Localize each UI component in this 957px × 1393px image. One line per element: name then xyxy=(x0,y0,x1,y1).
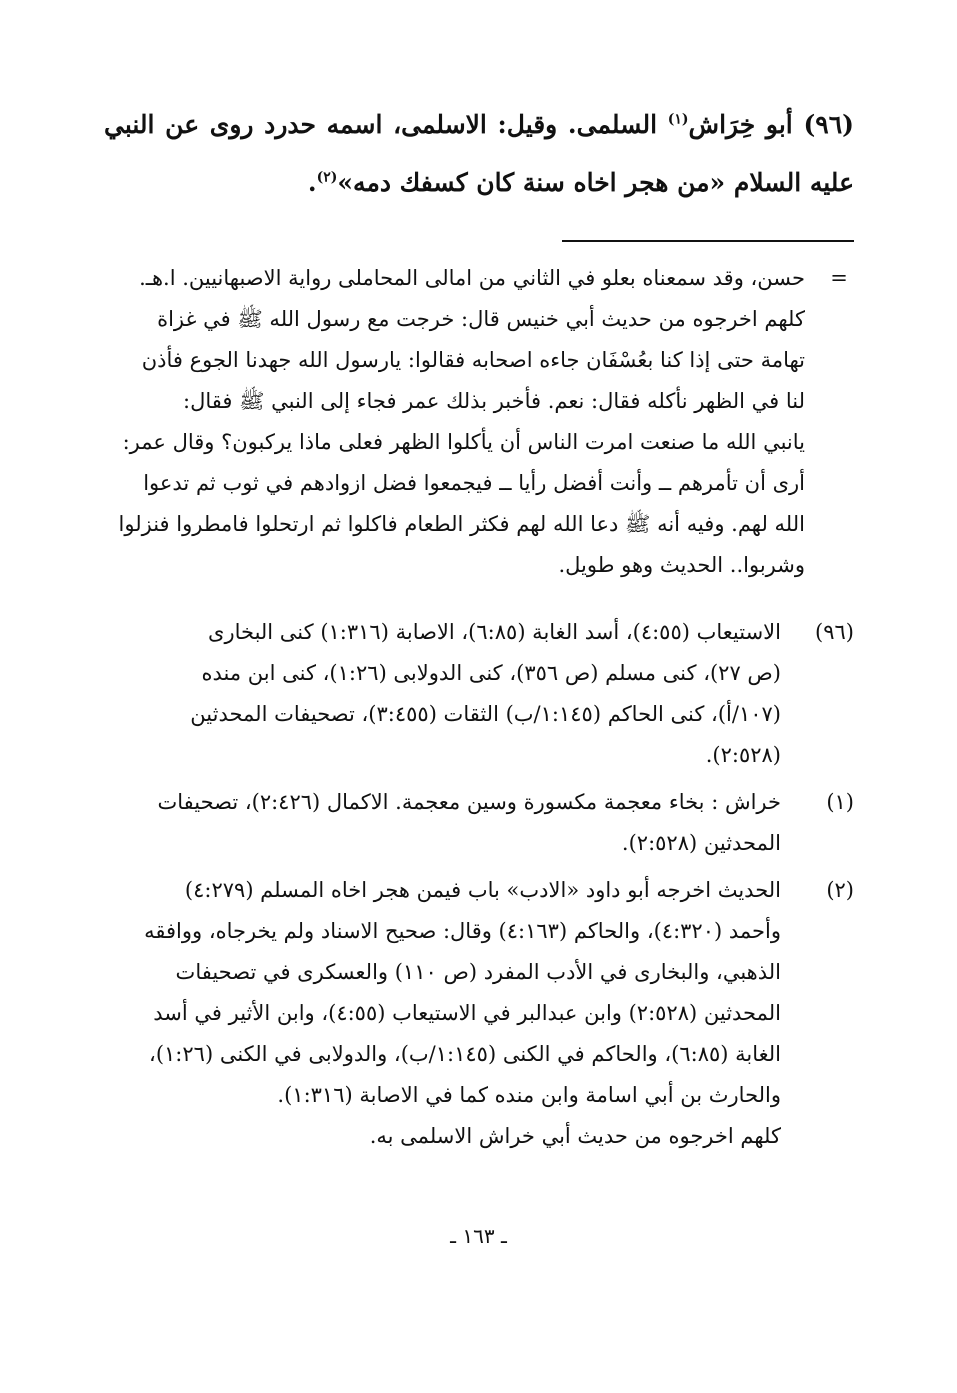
footnote-text xyxy=(104,612,781,776)
footnote-line: الذهبي، والبخارى في الأدب المفرد (ص ١١٠) والعسكرى في تصحيفات xyxy=(175,960,781,984)
entry-number: (٩٦) xyxy=(803,110,854,139)
footnote-96 xyxy=(104,612,854,776)
footnote-line: وأحمد (٤:٣٢٠)، والحاكم (٤:١٦٣) وقال: صحيح الاسناد ولم يخرجاه، ووافقه xyxy=(144,919,781,943)
footnote-line: كلهم اخرجوه من حديث أبي خراش الاسلمى به. xyxy=(369,1124,781,1148)
footnote-2 xyxy=(104,870,854,1157)
footnote-number: (١) xyxy=(826,790,854,814)
footnote-line: الحديث اخرجه أبو داود «الادب» باب فيمن هجر اخاه المسلم (٤:٢٧٩) xyxy=(184,878,781,902)
footnote-separator xyxy=(562,240,854,242)
entry-name-footnote-ref: (١) xyxy=(667,111,689,128)
footnote-text xyxy=(104,782,781,864)
footnote-line: تهامة حتى إذا كنا بعُسْفَان جاءه اصحابه فقالوا: يارسول الله جهدنا الجوع فأذن xyxy=(141,348,805,372)
continuation-mark: = xyxy=(830,266,848,290)
footnote-line: الله لهم. وفيه أنه ﷺ دعا الله لهم فكثر الطعام فاكلوا ثم ارتحلوا فامطروا فنزلوا xyxy=(118,512,805,536)
footnote-line: يانبي الله ما صنعت امرت الناس أن يأكلوا الظهر فعلى ماذا يركبون؟ وقال عمر: xyxy=(122,430,805,454)
footnote-line: والحارث بن أبي اسامة وابن منده كما في الاصابة (١:٣١٦). xyxy=(277,1083,781,1107)
footnote-line: (ص ٢٧)، كنى مسلم (ص ٣٥٦)، كنى الدولابى (١:٢٦)، كنى ابن منده xyxy=(201,661,781,685)
footnote-number: (٩٦) xyxy=(815,620,854,644)
entry-text: السلمى. وقيل: الاسلمى، اسمه حدرد روى عن النبي عليه السلام xyxy=(104,110,854,197)
main-entry xyxy=(104,96,854,212)
footnote-number: (٢) xyxy=(826,878,854,902)
continued-footnote xyxy=(104,258,854,586)
footnote-line: المحدثين (٢:٥٢٨). xyxy=(621,831,781,855)
page-number: ـ ١٦٣ ـ xyxy=(450,1224,507,1248)
footnote-text xyxy=(104,870,781,1157)
continued-footnote-text xyxy=(104,258,805,586)
hadith-footnote-ref: (٢) xyxy=(316,169,338,186)
entry-end: . xyxy=(307,168,317,197)
hadith-quote: «من هجر اخاه سنة كان كسفك دمه» xyxy=(337,168,726,197)
footnote-line: أرى أن تأمرهم ــ وأنت أفضل رأيا ــ فيجمعوا فضل ازوادهم في ثوب ثم تدعوا xyxy=(143,471,805,495)
footnote-line: وشربوا.. الحديث وهو طويل. xyxy=(558,553,805,577)
entry-name: أبو خِرَاش xyxy=(688,110,793,139)
footnote-line: لنا في الظهر نأكله فقال: نعم. فأخبر بذلك عمر فجاء إلى النبي ﷺ فقال: xyxy=(183,389,805,413)
footnote-line: المحدثين (٢:٥٢٨) وابن عبدالبر في الاستيعاب (٤:٥٥)، وابن الأثير في أسد xyxy=(153,1001,781,1025)
footnote-line: الاستيعاب (٤:٥٥)، أسد الغابة (٦:٨٥)، الاصابة (١:٣١٦) كنى البخارى xyxy=(208,620,781,644)
footnote-line: الغابة (٦:٨٥)، والحاكم في الكنى (١:١٤٥/ب)، والدولابى في الكنى (١:٢٦)، xyxy=(149,1042,781,1066)
footnote-line: (١٠٧/أ)، كنى الحاكم (١:١٤٥/ب) الثقات (٣:٤٥٥)، تصحيفات المحدثين xyxy=(190,702,781,726)
footnote-line: (٢:٥٢٨). xyxy=(705,743,781,767)
footnote-line: خراش : بخاء معجمة مكسورة وسين معجمة. الاكمال (٢:٤٢٦)، تصحيفات xyxy=(157,790,781,814)
footnote-1 xyxy=(104,782,854,864)
footnote-line: حسن، وقد سمعناه بعلو في الثاني من امالى المحاملى رواية الاصبهانيين. ا.هـ. xyxy=(139,266,805,290)
footnote-line: كلهم اخرجوه من حديث أبي خنيس قال: خرجت مع رسول الله ﷺ في غزاة xyxy=(157,307,805,331)
footnotes xyxy=(104,612,854,1163)
